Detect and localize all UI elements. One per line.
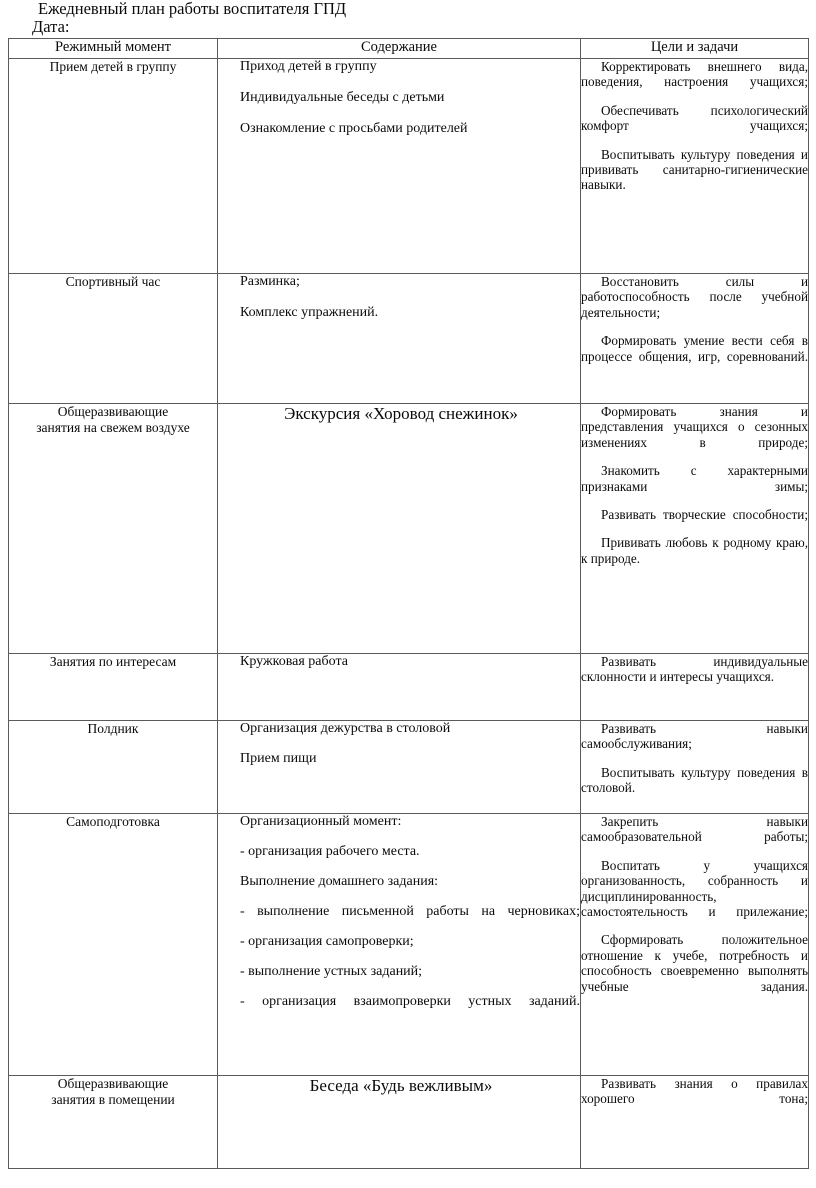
content-line: - организация самопроверки; xyxy=(240,934,414,949)
goal-item: Воспитывать культуру поведения в столовой. xyxy=(581,764,808,796)
cell-content xyxy=(218,274,581,404)
content-line: - выполнение устных заданий; xyxy=(240,964,423,979)
regime-moment-line: Общеразвивающие xyxy=(57,1076,169,1091)
cell-goals xyxy=(581,654,809,721)
goal-item: Воспитать у учащихся организованность, собранность и дисциплинированность, самостоятельность и прилежание; xyxy=(581,857,808,920)
goal-item: Закрепить навыки самообразовательной работы; xyxy=(581,814,808,845)
regime-moment-line: занятия на свежем воздухе xyxy=(36,420,190,435)
regime-moment-line: Прием детей в группу xyxy=(49,59,177,74)
cell-regime-moment xyxy=(9,404,218,654)
date-label: Дата: xyxy=(32,16,70,36)
goal-item: Формировать умение вести себя в процессе общения, игр, соревнований. xyxy=(581,333,808,364)
cell-goals xyxy=(581,814,809,1076)
content-title: Экскурсия «Хоровод снежинок» xyxy=(284,404,518,423)
page-title: Ежедневный план работы воспитателя ГПД xyxy=(38,0,347,18)
content-line: Организация дежурства в столовой xyxy=(240,721,451,736)
content-line: Кружковая работа xyxy=(240,654,348,669)
cell-regime-moment xyxy=(9,274,218,404)
content-line: Комплекс упражнений. xyxy=(240,305,379,320)
cell-goals xyxy=(581,59,809,274)
content-line: Организационный момент: xyxy=(240,814,402,829)
goal-item: Развивать навыки самообслуживания; xyxy=(581,721,808,752)
regime-moment-line: Занятия по интересам xyxy=(49,654,177,669)
goal-item: Восстановить силы и работоспособность после учебной деятельности; xyxy=(581,274,808,320)
goal-item: Развивать творческие способности; xyxy=(601,507,808,523)
content-line: Разминка; xyxy=(240,274,300,289)
table-row xyxy=(9,1076,809,1169)
goal-item: Развивать знания о правилах хорошего тона; xyxy=(581,1076,808,1107)
regime-moment-line: Полдник xyxy=(87,721,139,736)
table-row xyxy=(9,721,809,814)
column-header-goals: Цели и задачи xyxy=(581,39,809,59)
content-line: - организация взаимопроверки устных заданий. xyxy=(240,994,580,1009)
cell-goals xyxy=(581,721,809,814)
table-header-row xyxy=(9,39,809,59)
cell-content xyxy=(218,59,581,274)
content-line: Приход детей в группу xyxy=(240,59,377,74)
content-line: Выполнение домашнего задания: xyxy=(240,874,439,889)
table-row xyxy=(9,274,809,404)
goal-item: Обеспечивать психологический комфорт учащихся; xyxy=(581,102,808,134)
regime-moment-line: Общеразвивающие xyxy=(57,404,169,419)
table-row xyxy=(9,404,809,654)
content-line: - организация рабочего места. xyxy=(240,844,420,859)
cell-content xyxy=(218,1076,581,1169)
content-line: Индивидуальные беседы с детьми xyxy=(240,90,445,105)
regime-moment-line: Спортивный час xyxy=(65,274,161,289)
table-row xyxy=(9,654,809,721)
content-title: Беседа «Будь вежливым» xyxy=(309,1076,493,1095)
goal-item: Прививать любовь к родному краю, к природе. xyxy=(581,535,808,566)
cell-goals xyxy=(581,274,809,404)
goal-item: Развивать индивидуальные склонности и интересы учащихся. xyxy=(581,654,808,685)
content-line: Прием пищи xyxy=(240,751,317,766)
cell-regime-moment xyxy=(9,59,218,274)
daily-plan-table xyxy=(8,38,809,1169)
regime-moment-line: занятия в помещении xyxy=(51,1092,175,1107)
goal-item: Корректировать внешнего вида, поведения, настроения учащихся; xyxy=(581,59,808,90)
cell-content xyxy=(218,814,581,1076)
content-line: Ознакомление с просьбами родителей xyxy=(240,121,468,136)
table-row xyxy=(9,59,809,274)
regime-moment-line: Самоподготовка xyxy=(66,814,160,829)
column-header-regime-moment: Режимный момент xyxy=(9,39,218,59)
cell-goals xyxy=(581,1076,809,1169)
goal-item: Формировать знания и представления учащихся о сезонных изменениях в природе; xyxy=(581,404,808,450)
goal-item: Сформировать положительное отношение к учебе, потребность и способность своевременно выполнять учебные задания. xyxy=(581,932,808,994)
column-header-content: Содержание xyxy=(218,39,581,59)
goal-item: Воспитывать культуру поведения и прививать санитарно-гигиенические навыки. xyxy=(581,146,808,193)
table-header xyxy=(9,39,809,59)
plan-table-container xyxy=(0,38,816,1169)
cell-regime-moment xyxy=(9,721,218,814)
cell-regime-moment xyxy=(9,1076,218,1169)
content-line: - выполнение письменной работы на черновиках; xyxy=(240,904,580,919)
cell-regime-moment xyxy=(9,814,218,1076)
table-row xyxy=(9,814,809,1076)
cell-content xyxy=(218,404,581,654)
cell-content xyxy=(218,721,581,814)
cell-content xyxy=(218,654,581,721)
cell-goals xyxy=(581,404,809,654)
table-body xyxy=(9,59,809,1169)
cell-regime-moment xyxy=(9,654,218,721)
goal-item: Знакомить с характерными признаками зимы; xyxy=(581,463,808,494)
